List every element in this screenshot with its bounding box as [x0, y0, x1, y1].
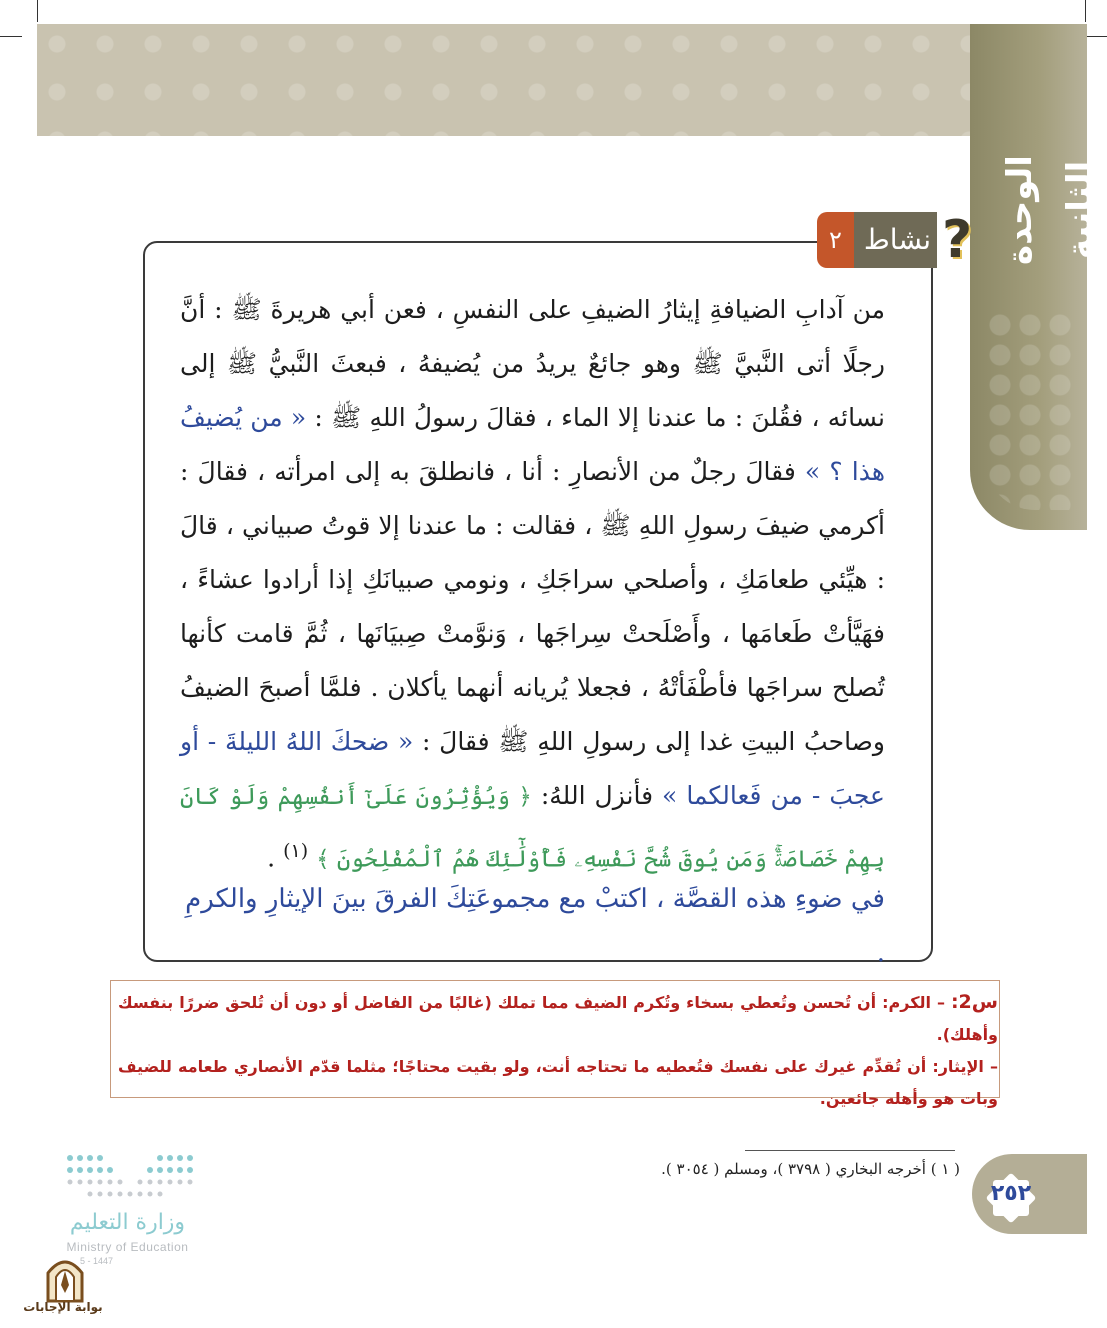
hadith-quote-2: « ضحكَ اللهُ الليلةَ - أو عجبَ - من فَعالكما » — [180, 727, 885, 810]
activity-tag — [817, 212, 977, 268]
hadith-quote-1: « من يُضيفُ هذا ؟ » — [180, 403, 886, 486]
crop-mark — [0, 36, 22, 37]
answer-question-number: س2: — [950, 991, 998, 1013]
unit-title: الوحدة الثانية — [1000, 155, 1100, 265]
quran-verse: ﴿ وَيُؤْثِرُونَ عَلَىٰٓ أَنفُسِهِمْ وَلَوْ كَانَ بِهِمْ خَصَاصَةٌۚ وَمَن يُوقَ شُحَّ نَفْسِهِۦ فَأُوْلَٰٓئِكَ هُمُ ٱلْمُفْلِحُونَ ﴾ — [180, 784, 885, 873]
story-part-3: فأنزل اللهُ: — [540, 781, 654, 810]
activity-number: ٢ — [817, 212, 854, 268]
footnote-separator — [745, 1150, 955, 1151]
crop-mark — [37, 0, 38, 22]
crop-mark — [1085, 36, 1107, 37]
story-end: . — [267, 843, 276, 873]
ministry-logo-icon — [60, 1150, 200, 1206]
ministry-name-arabic: وزارة التعليم — [69, 1210, 186, 1235]
story-text — [180, 283, 885, 886]
footnote: ( ١ ) أخرجه البخاري ( ٣٧٩٨ )، ومسلم ( ٣٠٥٤ ). — [661, 1160, 960, 1178]
page-number: ٢٥٢ — [990, 1181, 1032, 1206]
portal-logo-icon — [42, 1255, 88, 1303]
side-panel-pattern — [985, 310, 1075, 510]
portal-name: بوابة الإجابات — [23, 1300, 103, 1314]
edition-year: 5 - 1447 — [80, 1256, 114, 1266]
ministry-name-english: Ministry of Education — [66, 1240, 189, 1254]
answer-text — [118, 986, 998, 1115]
question-icon: ? — [942, 210, 973, 270]
activity-label: نشاط — [854, 212, 937, 268]
header-banner — [37, 24, 1087, 136]
story-part-2: فقالَ رجلٌ من الأنصارِ : أنا ، فانطلقَ به إلى امرأته ، فقالَ : أكرمي ضيفَ رسولِ اللهِ ﷺ ، فقالت : ما عندنا إلا قوتُ صبياني ، قالَ : هيِّئي طعامَكِ ، وأصلحي سراجَكِ ، ونومي صبيانَكِ إذا أرادوا عشاءً ، فهَيَّأتْ طَعامَها ، وأَصْلَحتْ سِراجَها ، وَنوَّمتْ صِبيَانَها ، ثُمَّ قامت كأنها تُصلح سراجَها فأطْفَأتْهُ ، فجعلا يُريانه أنهما يأكلان . فلمَّا أصبحَ الضيفُ وصاحبُ البيتِ غدا إلى رسولِ اللهِ ﷺ فقالَ : — [180, 457, 885, 756]
story-part-1: من آدابِ الضيافةِ إيثارُ الضيفِ على النفسِ ، فعن أبي هريرةَ ﷺ : أنَّ رجلًا أتى النَّبيَّ ﷺ وهو جائعٌ يريدُ من يُضيفهُ ، فبعثَ النَّبيُّ ﷺ إلى نسائه ، فقُلنَ : ما عندنا إلا الماء ، فقالَ رسولُ اللهِ ﷺ : — [180, 295, 885, 432]
task-instruction: في ضوءِ هذه القصَّة ، اكتبْ مع مجموعَتِكَ الفرقَ بينَ الإيثارِ والكرمِ . — [185, 884, 885, 968]
answer-line-1: – الكرم: أن تُحسن وتُعطي بسخاء وتُكرم الضيف مما تملك (غالبًا من الفاضل أو دون أن تُلحق ضررًا بنفسك وأهلك). — [118, 993, 998, 1044]
answer-line-2: – الإيثار: أن تُقدِّم غيرك على نفسك فتُعطيه ما تحتاجه أنت، ولو بقيت محتاجًا؛ مثلما قدّم الأنصاري طعامه للضيف وبات هو وأهله جائعين. — [118, 1057, 998, 1108]
crop-mark — [1085, 0, 1086, 22]
footnote-reference: (١) — [283, 840, 309, 862]
